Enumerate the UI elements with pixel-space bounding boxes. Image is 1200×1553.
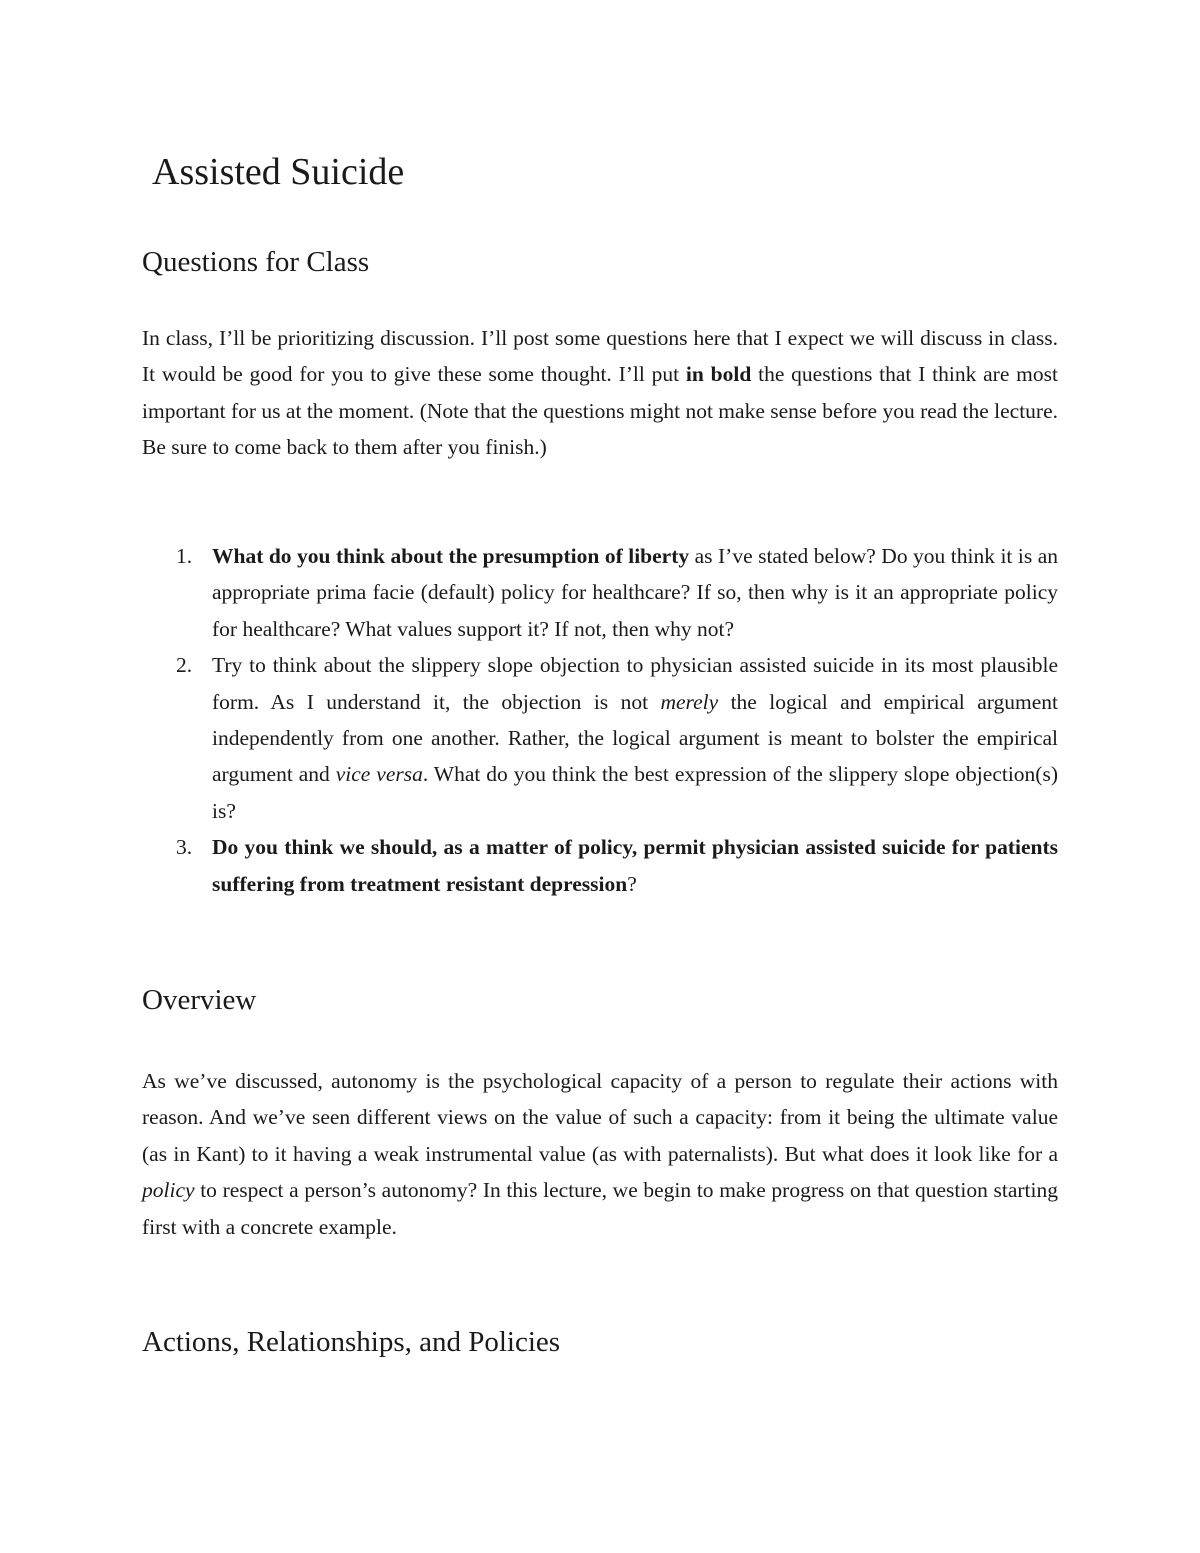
intro-text-part-2: the questions that I think are most important for us at the moment. (Note that the questions might not make sense before you read the lecture. Be sure to come back to them after you finish.) xyxy=(142,362,1058,460)
document-title: Assisted Suicide xyxy=(152,151,405,193)
overview-paragraph xyxy=(142,1063,1058,1245)
question-item-1 xyxy=(142,538,1058,647)
question-number-2: 2. xyxy=(176,653,193,678)
question-3-bold: Do you think we should, as a matter of policy, permit physician assisted suicide for patients suffering from treatment resistant depression xyxy=(212,835,1058,896)
question-number-1: 1. xyxy=(176,544,193,568)
question-number-3: 3. xyxy=(176,835,193,860)
question-item-2 xyxy=(142,647,1058,829)
overview-italic: policy xyxy=(142,1178,195,1203)
intro-bold-phrase: in bold xyxy=(685,362,752,387)
overview-heading: Overview xyxy=(142,984,257,1016)
questions-heading: Questions for Class xyxy=(142,246,370,278)
overview-text-part-1: As we’ve discussed, autonomy is the psychological capacity of a person to regulate their actions with reason. And we’ve seen different views on the value of such a capacity: from it being the ultimate value (as in Kant) to it having a weak instrumental value (as with paternalists). But what does it look like for a xyxy=(142,1069,1058,1166)
question-item-3 xyxy=(142,829,1058,902)
question-2-text-part-1: Try to think about the slippery slope objection to physician assisted suicide in its most plausible form. As I understand it, the objection is not xyxy=(212,653,1058,714)
question-2-italic-1: merely xyxy=(660,689,719,714)
intro-text-part-1: In class, I’ll be prioritizing discussion. I’ll post some questions here that I expect we will discuss in class. It would be good for you to give these some thought. I’ll put xyxy=(142,326,1058,387)
questions-intro-paragraph xyxy=(142,320,1058,466)
questions-list xyxy=(142,538,1058,902)
question-2-italic-2: vice versa xyxy=(335,762,423,787)
question-1-bold: What do you think about the presumption of liberty xyxy=(212,544,690,568)
question-3-text: ? xyxy=(627,871,637,896)
question-2-text-part-2: the logical and empirical argument independently from one another. Rather, the logical argument is meant to bolster the empirical argument and xyxy=(212,689,1058,787)
overview-text-part-2: to respect a person’s autonomy? In this lecture, we begin to make progress on that question starting first with a concrete example. xyxy=(142,1178,1058,1239)
actions-relationships-policies-heading: Actions, Relationships, and Policies xyxy=(142,1326,561,1358)
question-2-text-part-3: . What do you think the best expression of the slippery slope objection(s) is? xyxy=(212,762,1058,823)
question-1-text: as I’ve stated below? Do you think it is an appropriate prima facie (default) policy for healthcare? If so, then why is it an appropriate policy for healthcare? What values support it? If not, then why not? xyxy=(212,544,1059,641)
